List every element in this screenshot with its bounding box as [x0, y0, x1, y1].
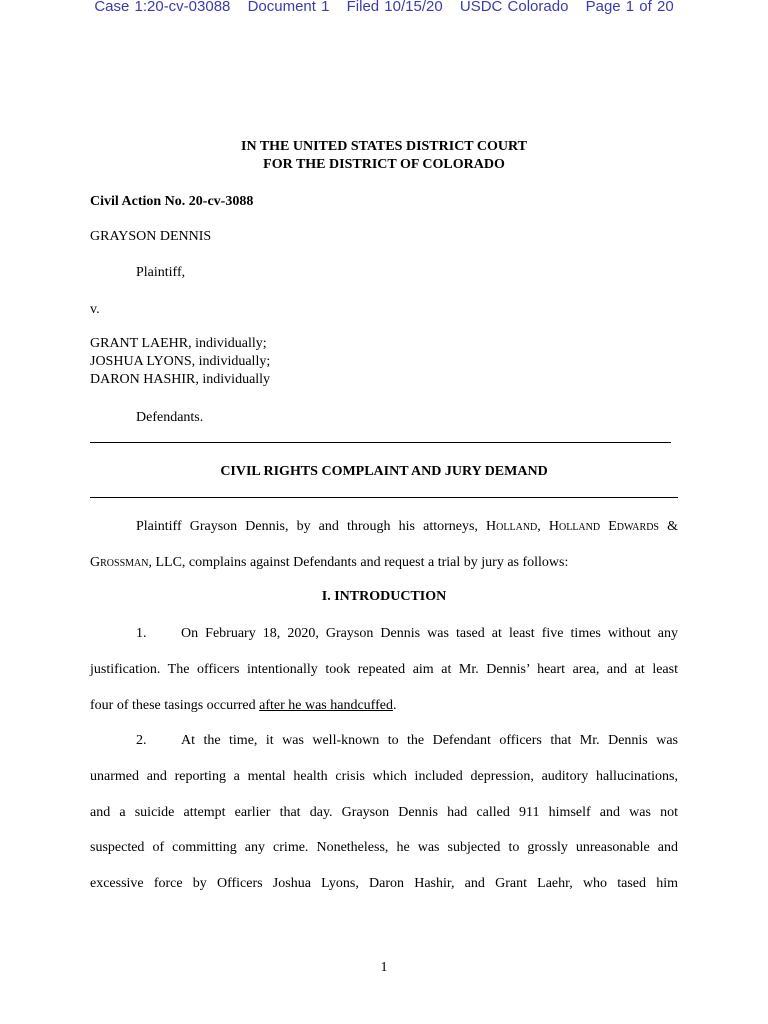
defendant-2: JOSHUA LYONS, individually;	[90, 354, 271, 369]
intro-line-1	[90, 518, 678, 535]
intro-text-cont: , LLC, complains against Defendants and request a trial by jury as follows:	[148, 555, 569, 570]
stamp-page: Page 1 of 20	[585, 0, 674, 15]
p2-line-1: 2. At the time, it was well-known to the Defendant officers that Mr. Dennis was	[136, 733, 678, 748]
court-name-line2: FOR THE DISTRICT OF COLORADO	[263, 157, 505, 172]
law-firm-name-cont: Grossman	[90, 555, 149, 570]
stamp-court: USDC Colorado	[459, 0, 569, 15]
caption-divider-top	[90, 442, 671, 443]
stamp-case: Case 1:20-cv-03088	[94, 0, 231, 15]
caption-divider-bottom	[90, 497, 678, 498]
plaintiff-name: GRAYSON DENNIS	[90, 229, 212, 244]
law-firm-name: Holland, Holland Edwards &	[486, 519, 678, 534]
p2-line-2: unarmed and reporting a mental health crisis which included depression, auditory hallucinations,	[90, 769, 678, 784]
stamp-document: Document 1	[247, 0, 330, 15]
p1-number: 1.	[136, 626, 147, 641]
p2-number: 2.	[136, 733, 147, 748]
defendants-role: Defendants.	[136, 410, 204, 425]
intro-text: Plaintiff Grayson Dennis, by and through his attorneys,	[136, 519, 487, 534]
intro-line-2	[90, 554, 678, 571]
civil-action-number: Civil Action No. 20-cv-3088	[90, 194, 254, 209]
p1-line-2: justification. The officers intentionally took repeated aim at Mr. Dennis’ heart area, and at least	[90, 662, 678, 677]
defendant-3: DARON HASHIR, individually	[90, 372, 271, 387]
p2-line-5: excessive force by Officers Joshua Lyons, Daron Hashir, and Grant Laehr, who tased him	[90, 876, 678, 891]
filing-stamp	[0, 0, 768, 15]
p1-line-3: four of these tasings occurred after he was handcuffed.	[90, 698, 397, 713]
p2-line-4: suspected of committing any crime. Nonetheless, he was subjected to grossly unreasonable and	[90, 840, 678, 855]
p1-line-1: 1. On February 18, 2020, Grayson Dennis was tased at least five times without any	[136, 626, 678, 641]
underlined-emphasis: after he was handcuffed	[259, 698, 393, 713]
stamp-filed: Filed 10/15/20	[346, 0, 443, 15]
page-number: 1	[380, 960, 388, 975]
plaintiff-role: Plaintiff,	[136, 265, 186, 280]
complaint-title: CIVIL RIGHTS COMPLAINT AND JURY DEMAND	[220, 464, 548, 479]
defendant-1: GRANT LAEHR, individually;	[90, 336, 267, 351]
p2-line-3: and a suicide attempt earlier that day. Grayson Dennis had called 911 himself and was not	[90, 805, 678, 820]
versus: v.	[90, 302, 100, 317]
section-heading-introduction: I. INTRODUCTION	[321, 589, 447, 604]
court-name-line1: IN THE UNITED STATES DISTRICT COURT	[241, 139, 527, 154]
